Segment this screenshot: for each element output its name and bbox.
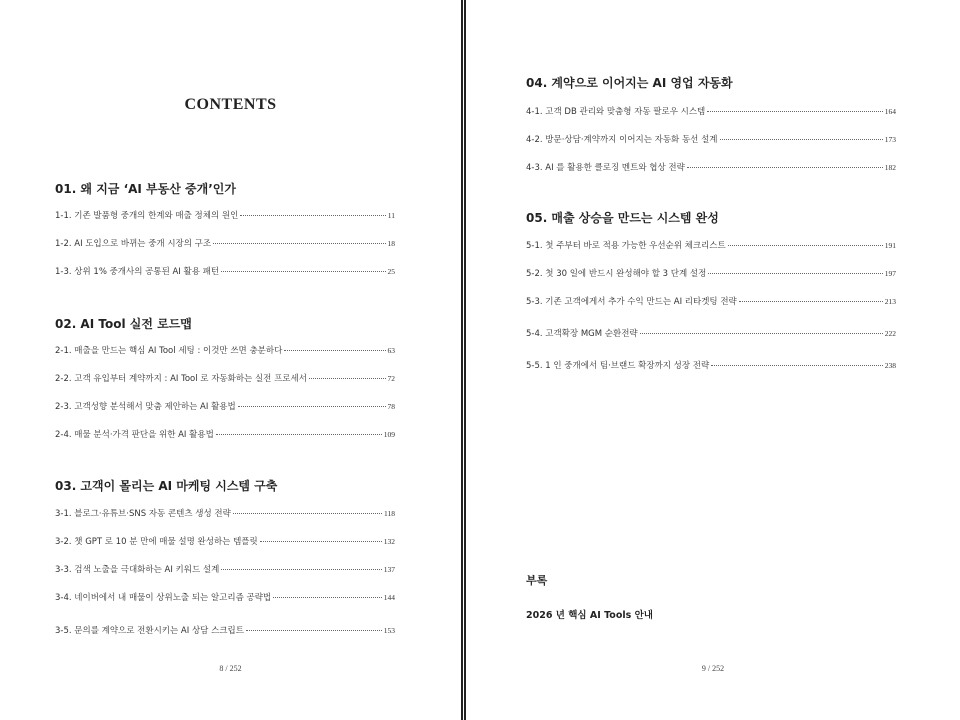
dot-leader [240, 214, 385, 216]
entry-title: 1-1. 기존 발품형 중개의 한계와 매출 정체의 원인 [55, 211, 239, 221]
right-page [466, 0, 960, 720]
dot-leader [640, 332, 883, 334]
toc-entry[interactable] [55, 429, 395, 441]
toc-entry[interactable] [55, 508, 395, 520]
toc-entry[interactable] [526, 106, 896, 118]
entry-title: 3-1. 블로그·유튜브·SNS 자동 콘텐츠 생성 전략 [55, 509, 231, 519]
toc-entry[interactable] [55, 345, 395, 357]
entry-title: 3-2. 챗 GPT 로 10 분 만에 매물 설명 완성하는 템플릿 [55, 537, 258, 547]
page-number: 8 / 252 [219, 664, 242, 673]
entry-title: 4-1. 고객 DB 관리와 맞춤형 자동 팔로우 시스템 [526, 107, 706, 117]
entry-title: 2-2. 고객 유입부터 계약까지 : AI Tool 로 자동화하는 실전 프로세서 [55, 374, 307, 384]
entry-page: 222 [884, 329, 896, 338]
dot-leader [233, 512, 382, 514]
contents-title: CONTENTS [184, 96, 277, 113]
dot-leader [711, 364, 883, 366]
toc-entry[interactable] [526, 328, 896, 340]
entry-page: 182 [884, 163, 896, 172]
dot-leader [216, 433, 382, 435]
entry-title: 2-3. 고객성향 분석해서 맞춤 제안하는 AI 활용법 [55, 402, 236, 412]
dot-leader [708, 272, 882, 274]
toc-entry[interactable] [526, 162, 896, 174]
dot-leader [273, 596, 382, 598]
toc-entry[interactable] [526, 360, 896, 372]
dot-leader [221, 270, 385, 272]
entry-page: 213 [884, 297, 896, 306]
dot-leader [728, 244, 883, 246]
toc-entry[interactable] [55, 373, 395, 385]
toc-entry[interactable] [55, 210, 395, 222]
entry-page: 25 [387, 267, 395, 276]
dot-leader [284, 349, 385, 351]
chapter-heading: 02. AI Tool 실전 로드맵 [55, 317, 192, 331]
toc-entry[interactable] [55, 536, 395, 548]
entry-title: 1-3. 상위 1% 중개사의 공통된 AI 활용 패턴 [55, 267, 220, 277]
entry-page: 173 [884, 135, 896, 144]
dot-leader [720, 138, 883, 140]
dot-leader [739, 300, 883, 302]
toc-entry[interactable] [55, 564, 395, 576]
entry-title: 3-5. 문의를 계약으로 전환시키는 AI 상담 스크립트 [55, 626, 244, 636]
toc-entry[interactable] [55, 266, 395, 278]
entry-page: 132 [383, 537, 395, 546]
dot-leader [260, 540, 382, 542]
entry-title: 5-2. 첫 30 일에 반드시 완성해야 할 3 단계 설정 [526, 269, 707, 279]
entry-page: 153 [383, 626, 395, 635]
toc-entry[interactable] [526, 268, 896, 280]
page-number: 9 / 252 [701, 664, 725, 673]
dot-leader [687, 166, 883, 168]
entry-page: 63 [387, 346, 395, 355]
page-divider [461, 0, 463, 720]
entry-title: 5-3. 기존 고객에게서 추가 수익 만드는 AI 리타겟팅 전략 [526, 297, 737, 307]
entry-page: 164 [884, 107, 896, 116]
toc-entry[interactable] [526, 240, 896, 252]
chapter-heading: 03. 고객이 몰리는 AI 마케팅 시스템 구축 [55, 479, 278, 493]
dot-leader [707, 110, 882, 112]
entry-page: 11 [387, 211, 395, 220]
entry-title: 5-5. 1 인 중개에서 팀·브랜드 확장까지 성장 전략 [526, 361, 710, 371]
dot-leader [246, 629, 382, 631]
left-page [0, 0, 461, 720]
entry-page: 191 [884, 241, 896, 250]
entry-page: 18 [387, 239, 395, 248]
entry-title: 5-1. 첫 주부터 바로 적용 가능한 우선순위 체크리스트 [526, 241, 726, 251]
chapter-heading: 04. 계약으로 이어지는 AI 영업 자동화 [526, 76, 733, 90]
chapter-heading: 05. 매출 상승을 만드는 시스템 완성 [526, 211, 719, 225]
toc-entry[interactable] [55, 401, 395, 413]
toc-entry[interactable] [55, 238, 395, 250]
dot-leader [213, 242, 385, 244]
entry-title: 4-2. 방문·상담·계약까지 이어지는 자동화 동선 설계 [526, 135, 718, 145]
entry-page: 238 [884, 361, 896, 370]
chapter-heading: 01. 왜 지금 ‘AI 부동산 중개’인가 [55, 182, 236, 196]
appendix-label: 부록 [526, 574, 548, 587]
toc-entry[interactable] [55, 625, 395, 637]
entry-title: 4-3. AI 를 활용한 클로징 멘트와 협상 전략 [526, 163, 685, 173]
dot-leader [238, 405, 386, 407]
entry-title: 2-1. 매출을 만드는 핵심 AI Tool 세팅 : 이것만 쓰면 충분하다 [55, 346, 283, 356]
entry-page: 118 [384, 509, 395, 518]
entry-page: 144 [383, 593, 395, 602]
dot-leader [309, 377, 386, 379]
entry-title: 2-4. 매물 분석·가격 판단을 위한 AI 활용법 [55, 430, 214, 440]
toc-entry[interactable] [526, 134, 896, 146]
appendix-item[interactable]: 2026 년 핵심 AI Tools 안내 [526, 610, 653, 621]
toc-entry[interactable] [526, 296, 896, 308]
dot-leader [221, 568, 381, 570]
entry-title: 1-2. AI 도입으로 바뀌는 중개 시장의 구조 [55, 239, 212, 249]
entry-title: 3-3. 검색 노출을 극대화하는 AI 키워드 설계 [55, 565, 220, 575]
entry-page: 72 [387, 374, 395, 383]
toc-entry[interactable] [55, 592, 395, 604]
entry-page: 78 [387, 402, 395, 411]
entry-page: 109 [383, 430, 395, 439]
entry-page: 137 [383, 565, 395, 574]
entry-title: 3-4. 네이버에서 내 매물이 상위노출 되는 알고리즘 공략법 [55, 593, 272, 603]
entry-page: 197 [884, 269, 896, 278]
entry-title: 5-4. 고객확장 MGM 순환전략 [526, 329, 638, 339]
